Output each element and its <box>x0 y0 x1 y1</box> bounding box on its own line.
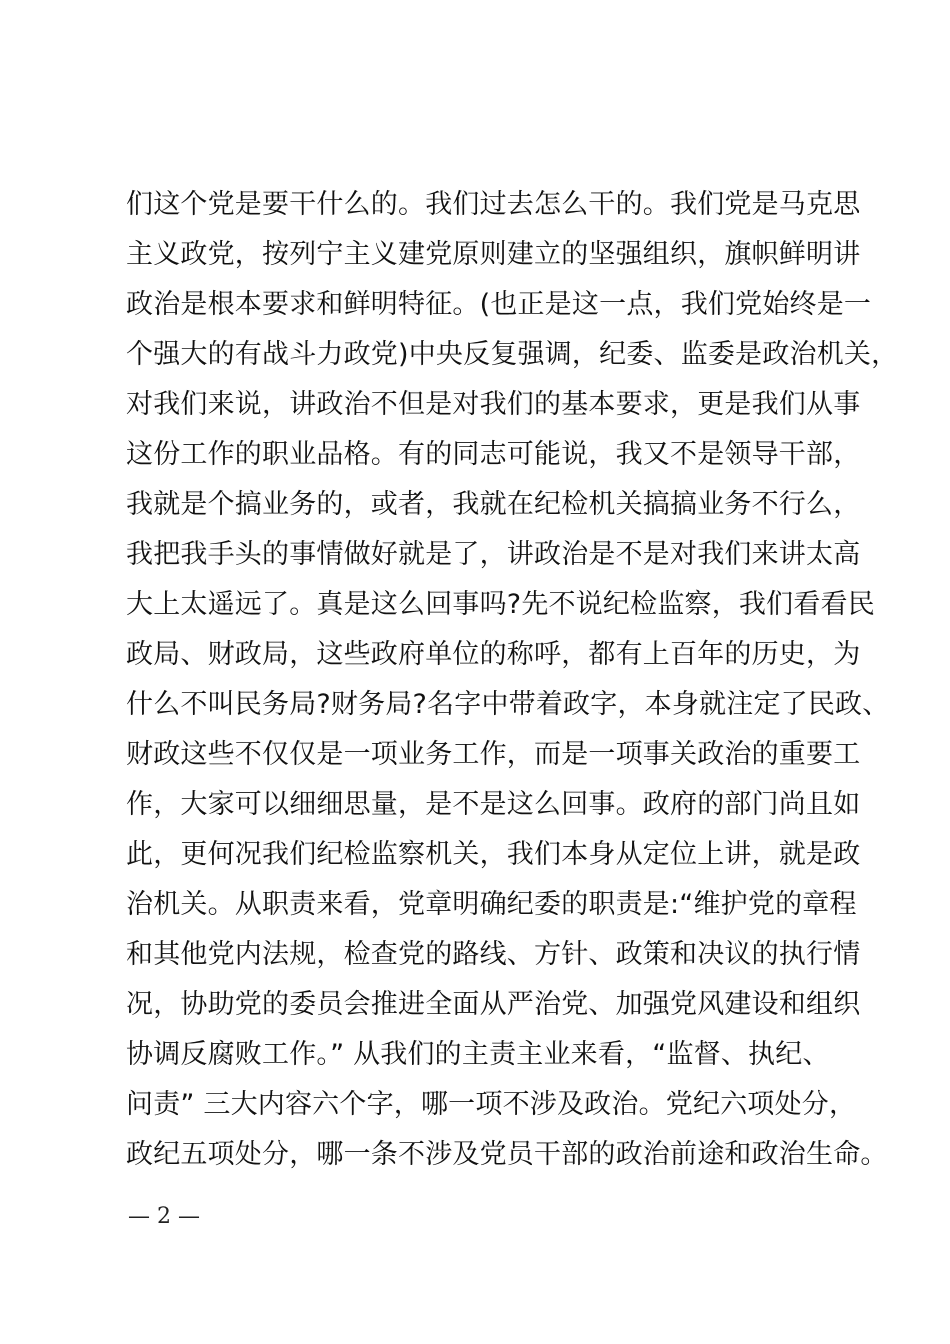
text-line: 问责” 三大内容六个字，哪一项不涉及政治。党纪六项处分， <box>126 1089 857 1120</box>
text-line: 协调反腐败工作。” 从我们的主责主业来看，“监督、执纪、 <box>126 1039 830 1070</box>
text-line: 此，更何况我们纪检监察机关，我们本身从定位上讲，就是政 <box>126 839 861 870</box>
text-line: 我就是个搞业务的，或者，我就在纪检机关搞搞业务不行么， <box>126 489 861 520</box>
page-number: — 2 — <box>128 1204 200 1229</box>
text-line: 政纪五项处分，哪一条不涉及党员干部的政治前途和政治生命。 <box>126 1139 888 1170</box>
text-line: 政局、财政局，这些政府单位的称呼，都有上百年的历史，为 <box>126 639 861 670</box>
text-line: 况，协助党的委员会推进全面从严治党、加强党风建设和组织 <box>126 989 861 1020</box>
text-line: 对我们来说，讲政治不但是对我们的基本要求，更是我们从事 <box>126 389 861 420</box>
text-line: 大上太遥远了。真是这么回事吗?先不说纪检监察，我们看看民 <box>126 589 875 620</box>
text-line: 作，大家可以细细思量，是不是这么回事。政府的部门尚且如 <box>126 789 861 820</box>
body-text <box>126 180 899 1180</box>
text-line: 财政这些不仅仅是一项业务工作，而是一项事关政治的重要工 <box>126 739 861 770</box>
text-line: 个强大的有战斗力政党)中央反复强调，纪委、监委是政治机关， <box>126 339 899 370</box>
text-line: 治机关。从职责来看，党章明确纪委的职责是:“维护党的章程 <box>126 889 857 920</box>
text-line: 政治是根本要求和鲜明特征。(也正是这一点，我们党始终是一 <box>126 289 872 320</box>
text-line: 们这个党是要干什么的。我们过去怎么干的。我们党是马克思 <box>126 189 861 220</box>
text-line: 主义政党，按列宁主义建党原则建立的坚强组织，旗帜鲜明讲 <box>126 239 861 270</box>
text-line: 什么不叫民务局?财务局?名字中带着政字，本身就注定了民政、 <box>126 689 890 720</box>
text-line: 这份工作的职业品格。有的同志可能说，我又不是领导干部， <box>126 439 861 470</box>
text-line: 我把我手头的事情做好就是了，讲政治是不是对我们来讲太高 <box>126 539 861 570</box>
text-line: 和其他党内法规，检查党的路线、方针、政策和决议的执行情 <box>126 939 861 970</box>
